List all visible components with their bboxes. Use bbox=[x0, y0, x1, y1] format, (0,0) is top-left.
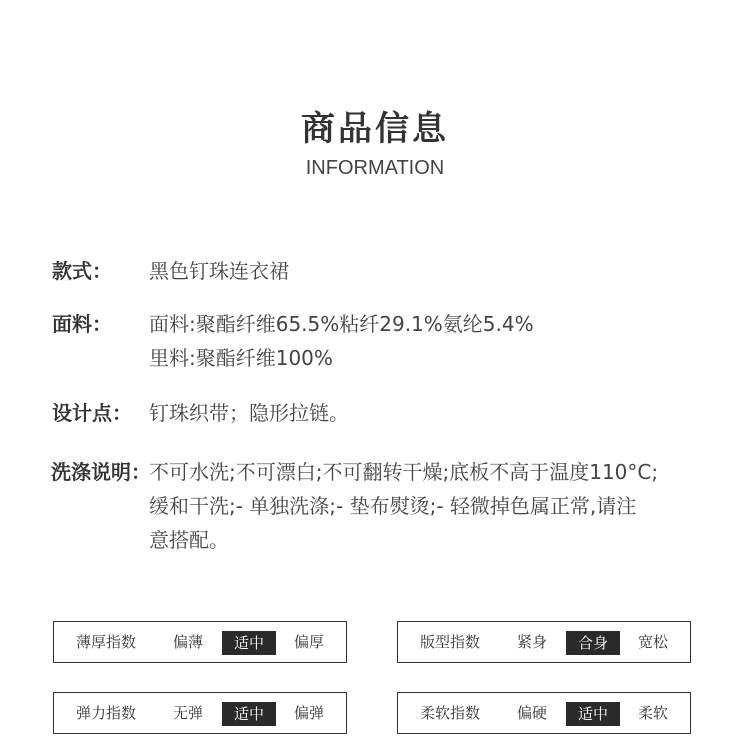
detail-value bbox=[149, 455, 709, 557]
page-title: 商品信息 bbox=[301, 109, 449, 149]
detail-line: 黑色钉珠连衣裙 bbox=[149, 259, 289, 283]
detail-label: 设计点： bbox=[52, 401, 132, 425]
detail-line: 意搭配。 bbox=[149, 528, 229, 552]
index-box-fit bbox=[397, 621, 691, 663]
index-option: 紧身 bbox=[517, 633, 548, 651]
detail-value bbox=[149, 254, 709, 288]
page-subtitle: INFORMATION bbox=[305, 157, 445, 179]
index-label: 版型指数 bbox=[420, 633, 481, 651]
detail-line: 缓和干洗;- 单独洗涤;- 垫布熨烫;- 轻微掉色属正常,请注 bbox=[149, 494, 637, 518]
index-option-selected: 合身 bbox=[566, 631, 620, 655]
index-option: 偏厚 bbox=[294, 633, 325, 651]
index-box-elasticity bbox=[53, 692, 347, 734]
index-option: 偏薄 bbox=[173, 633, 204, 651]
detail-label: 款式： bbox=[52, 259, 112, 283]
detail-line: 里料:聚酯纤维100% bbox=[149, 346, 333, 370]
index-label: 弹力指数 bbox=[76, 704, 137, 722]
index-box-softness bbox=[397, 692, 691, 734]
index-option: 无弹 bbox=[173, 704, 204, 722]
detail-label: 面料： bbox=[52, 312, 112, 336]
index-option: 偏弹 bbox=[294, 704, 325, 722]
detail-line: 面料:聚酯纤维65.5%粘纤29.1%氨纶5.4% bbox=[149, 312, 534, 336]
index-option: 柔软 bbox=[638, 704, 669, 722]
index-option-selected: 适中 bbox=[566, 702, 620, 726]
detail-label: 洗涤说明： bbox=[51, 460, 151, 484]
detail-value bbox=[149, 307, 709, 375]
index-box-thickness bbox=[53, 621, 347, 663]
index-label: 柔软指数 bbox=[420, 704, 481, 722]
index-label: 薄厚指数 bbox=[76, 633, 137, 651]
index-option: 偏硬 bbox=[517, 704, 548, 722]
index-option-selected: 适中 bbox=[222, 631, 276, 655]
detail-value bbox=[149, 396, 709, 430]
index-option-selected: 适中 bbox=[222, 702, 276, 726]
detail-line: 钉珠织带；隐形拉链。 bbox=[149, 401, 349, 425]
index-option: 宽松 bbox=[638, 633, 669, 651]
detail-line: 不可水洗;不可漂白;不可翻转干燥;底板不高于温度110°C; bbox=[149, 460, 659, 484]
